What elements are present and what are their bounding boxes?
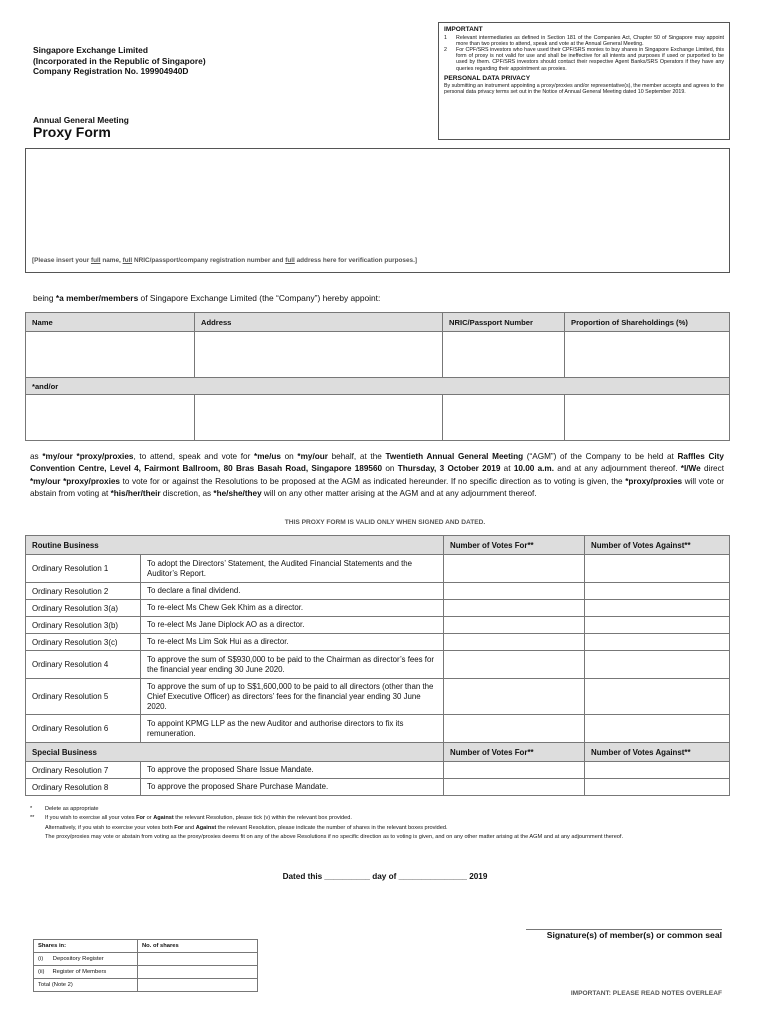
and-or-row: [26, 378, 730, 395]
shares-table: [33, 939, 258, 992]
votes-for-field[interactable]: [444, 651, 585, 679]
resolutions-table: [25, 535, 730, 796]
footnote: Alternatively, if you wish to exercise your votes both For and Against the relevant Resolution, please indicate the number of shares in the relevant boxes provided.: [45, 824, 448, 831]
shares-count-field[interactable]: [138, 979, 258, 992]
note-text: Relevant intermediaries as defined in Section 181 of the Companies Act, Chapter 50 of Singapore may appoint more than two proxies to attend, speak and vote at the Annual General Meeting.: [456, 35, 724, 48]
proxy-1-address-field[interactable]: [195, 332, 443, 378]
resolution-row: [26, 651, 730, 679]
company-header: [33, 45, 206, 77]
proxy-2-nric-field[interactable]: [443, 395, 565, 441]
special-business-header: Special Business: [26, 743, 444, 762]
votes-against-field[interactable]: [585, 651, 730, 679]
votes-against-field[interactable]: [585, 555, 730, 583]
resolution-label: Ordinary Resolution 7: [26, 762, 141, 779]
votes-against-field[interactable]: [585, 634, 730, 651]
resolution-row: [26, 715, 730, 743]
shares-row: [34, 966, 258, 979]
proxy-instructions-paragraph: as *my/our *proxy/proxies, to attend, speak and vote for *me/us on *my/our behalf, at the Twentieth Annual General Meeting (“AGM”) of the Company to be held at Raffles City Convention Centre, Level 4, Fairmont Ballroom, 80 Bras Basah Road, Singapore 189560 on Thursday, 3 October 2019 at 10.00 a.m. and at any adjournment thereof. *I/We direct *my/our *proxy/proxies to vote for or against the Resolutions to be proposed at the AGM as indicated hereunder. If no specific direction as to voting is given, the *proxy/proxies will vote or abstain from voting at *his/her/their discretion, as *he/she/they will on any other matter arising at the AGM and at any adjournment thereof.: [30, 452, 725, 498]
proxy-1-proportion-field[interactable]: [565, 332, 730, 378]
resolution-label: Ordinary Resolution 3(c): [26, 634, 141, 651]
votes-against-field[interactable]: [585, 762, 730, 779]
votes-against-field[interactable]: [585, 779, 730, 796]
privacy-text: By submitting an instrument appointing a proxy/proxies and/or representative(s), the member accepts and agrees to the personal data privacy terms set out in the Notice of Annual General Meeting dated 10 September 2019.: [444, 82, 725, 95]
resolution-text: To re-elect Ms Jane Diplock AO as a director.: [141, 617, 444, 634]
resolution-row: [26, 583, 730, 600]
proxy-table: [25, 312, 730, 441]
footnote: The proxy/proxies may vote or abstain from voting as the proxy/proxies deems fit on any of the above Resolutions if no specific direction as to voting is given, and on any other matter arising at the AGM and at any adjournment thereof.: [45, 834, 624, 841]
member-info-field[interactable]: [25, 148, 730, 273]
resolution-text: To approve the proposed Share Issue Mandate.: [141, 762, 444, 779]
votes-for-field[interactable]: [444, 679, 585, 715]
resolution-label: Ordinary Resolution 5: [26, 679, 141, 715]
votes-against-header: Number of Votes Against**: [585, 743, 730, 762]
resolution-label: Ordinary Resolution 2: [26, 583, 141, 600]
resolution-row: [26, 679, 730, 715]
resolution-text: To adopt the Directors’ Statement, the Audited Financial Statements and the Auditor’s Report.: [141, 555, 444, 583]
votes-for-field[interactable]: [444, 779, 585, 796]
votes-against-field[interactable]: [585, 583, 730, 600]
member-info-hint: [Please insert your full name, full NRIC/passport/company registration number and full address here for verification purposes.]: [32, 257, 417, 264]
meeting-subtitle: Annual General Meeting: [33, 115, 129, 125]
note-number: 2: [444, 47, 447, 54]
resolution-label: Ordinary Resolution 3(a): [26, 600, 141, 617]
company-name: Singapore Exchange Limited: [33, 45, 148, 55]
proxy-row-1: [26, 332, 730, 378]
resolution-label: Ordinary Resolution 1: [26, 555, 141, 583]
votes-for-field[interactable]: [444, 600, 585, 617]
header-nric: NRIC/Passport Number: [443, 313, 565, 332]
proxy-row-2: [26, 395, 730, 441]
header-proportion: Proportion of Shareholdings (%): [565, 313, 730, 332]
proxy-table-header: [26, 313, 730, 332]
header-name: Name: [26, 313, 195, 332]
shares-row-label: (ii) Register of Members: [34, 966, 138, 979]
shares-row-label: (i) Depository Register: [34, 953, 138, 966]
note-number: 1: [444, 35, 447, 42]
resolution-text: To appoint KPMG LLP as the new Auditor and authorise directors to fix its remuneration.: [141, 715, 444, 743]
routine-business-header: Routine Business: [26, 536, 444, 555]
important-note: [444, 35, 724, 47]
shares-header-row: [34, 940, 258, 953]
footnotes: [30, 805, 730, 843]
resolution-text: To re-elect Ms Lim Sok Hui as a director.: [141, 634, 444, 651]
important-note: [444, 47, 724, 71]
header-address: Address: [195, 313, 443, 332]
votes-for-header: Number of Votes For**: [444, 536, 585, 555]
resolution-text: To declare a final dividend.: [141, 583, 444, 600]
validity-notice: THIS PROXY FORM IS VALID ONLY WHEN SIGNED AND DATED.: [284, 519, 486, 526]
resolution-row: [26, 762, 730, 779]
proxy-1-nric-field[interactable]: [443, 332, 565, 378]
shares-count-field[interactable]: [138, 966, 258, 979]
no-of-shares-header: No. of shares: [138, 940, 258, 953]
resolution-label: Ordinary Resolution 3(b): [26, 617, 141, 634]
resolution-row: [26, 600, 730, 617]
votes-against-field[interactable]: [585, 679, 730, 715]
shares-row-label: Total (Note 2): [34, 979, 138, 992]
footnote: ** If you wish to exercise all your votes For or Against the relevant Resolution, please tick (v) within the relevant box provided.: [30, 815, 352, 822]
votes-for-header: Number of Votes For**: [444, 743, 585, 762]
resolution-row: [26, 555, 730, 583]
resolution-text: To approve the sum of up to S$1,600,000 to be paid to all directors (other than the Chief Executive Officer) as directors’ fees for the financial year ending 30 June 2020.: [141, 679, 444, 715]
footnote: * Delete as appropriate: [30, 806, 99, 812]
routine-header-row: [26, 536, 730, 555]
votes-for-field[interactable]: [444, 762, 585, 779]
resolution-row: [26, 634, 730, 651]
resolution-text: To approve the sum of S$930,000 to be paid to the Chairman as director’s fees for the financial year ending 30 June 2020.: [141, 651, 444, 679]
resolution-label: Ordinary Resolution 8: [26, 779, 141, 796]
proxy-2-name-field[interactable]: [26, 395, 195, 441]
resolution-text: To approve the proposed Share Purchase Mandate.: [141, 779, 444, 796]
resolution-row: [26, 617, 730, 634]
votes-for-field[interactable]: [444, 555, 585, 583]
votes-against-field[interactable]: [585, 617, 730, 634]
votes-for-field[interactable]: [444, 634, 585, 651]
dated-line[interactable]: Dated this __________ day of _______________ 2019: [282, 872, 488, 881]
signature-label: Signature(s) of member(s) or common seal: [546, 930, 722, 940]
votes-for-field[interactable]: [444, 715, 585, 743]
shares-row: [34, 953, 258, 966]
resolution-label: Ordinary Resolution 6: [26, 715, 141, 743]
proxy-1-name-field[interactable]: [26, 332, 195, 378]
resolution-text: To re-elect Ms Chew Gek Khim as a director.: [141, 600, 444, 617]
votes-for-field[interactable]: [444, 583, 585, 600]
shares-count-field[interactable]: [138, 953, 258, 966]
votes-against-field[interactable]: [585, 600, 730, 617]
proxy-2-address-field[interactable]: [195, 395, 443, 441]
company-registration: Company Registration No. 199904940D: [33, 66, 189, 76]
votes-against-header: Number of Votes Against**: [585, 536, 730, 555]
important-heading: IMPORTANT: [444, 26, 483, 33]
proxy-2-proportion-field[interactable]: [565, 395, 730, 441]
page-title: Proxy Form: [33, 124, 111, 140]
shares-row: [34, 979, 258, 992]
company-incorporation: (Incorporated in the Republic of Singapore): [33, 55, 206, 66]
resolution-label: Ordinary Resolution 4: [26, 651, 141, 679]
resolution-row: [26, 779, 730, 796]
note-text: For CPF/SRS investors who have used their CPF/SRS monies to buy shares in Singapore Exchange Limited, this form of proxy is not valid for use and shall be ineffective for all intents and purposes if used or purported to be used by them. CPF/SRS investors should contact their respective Agent Banks/SRS Operators if they have any queries regarding their appointment as proxies.: [456, 47, 724, 72]
privacy-heading: PERSONAL DATA PRIVACY: [444, 74, 531, 82]
votes-against-field[interactable]: [585, 715, 730, 743]
special-header-row: [26, 743, 730, 762]
appointment-statement: being *a member/members of Singapore Exchange Limited (the “Company”) hereby appoint:: [33, 293, 381, 303]
overleaf-notice: IMPORTANT: PLEASE READ NOTES OVERLEAF: [570, 990, 722, 997]
and-or-label: *and/or: [26, 378, 730, 395]
votes-for-field[interactable]: [444, 617, 585, 634]
important-notes-box: [438, 22, 730, 140]
shares-in-header: Shares in:: [34, 940, 138, 953]
